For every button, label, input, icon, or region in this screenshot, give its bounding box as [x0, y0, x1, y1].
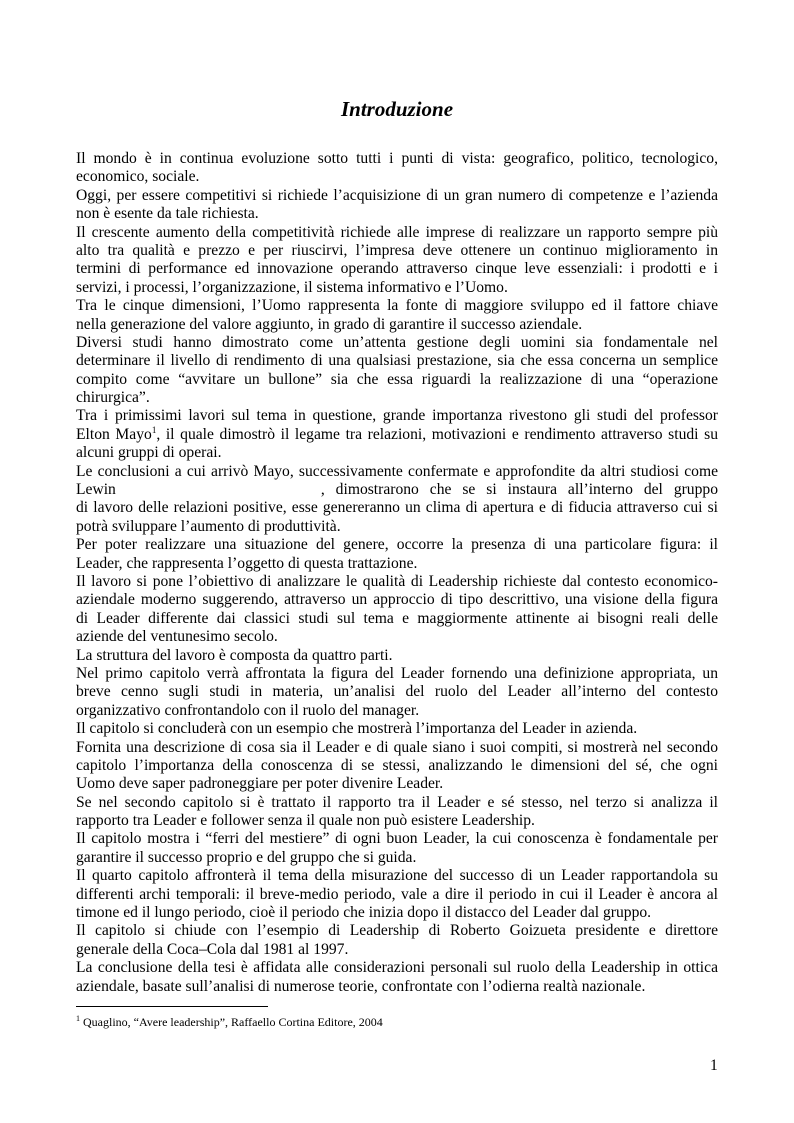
text-line: La conclusione della tesi è affidata alle considerazioni personali sul ruolo della Leadership in ottica	[76, 959, 718, 977]
paragraph	[76, 720, 718, 738]
text-segment: , il quale dimostrò il legame tra relazioni, motivazioni e rendimento attraverso studi su	[156, 425, 718, 443]
footnote-reference[interactable]: 1	[151, 424, 157, 435]
paragraph	[76, 665, 718, 720]
text-line: generale della Coca–Cola dal 1981 al 1997.	[76, 940, 349, 958]
text-segment: , dimostrarono che se si instaura all’interno del gruppo	[320, 481, 718, 499]
paragraph	[76, 573, 718, 647]
paragraph	[76, 830, 718, 867]
text-line: Tra le cinque dimensioni, l’Uomo rappresenta la fonte di maggiore sviluppo ed il fattore chiave	[76, 297, 718, 315]
text-line: Nel primo capitolo verrà affrontata la figura del Leader fornendo una definizione appropriata, un	[76, 664, 718, 682]
text-line: Le conclusioni a cui arrivò Mayo, successivamente confermate e approfondite da altri studiosi come	[76, 462, 718, 480]
text-line: di lavoro delle relazioni positive, esse genereranno un clima di apertura e di fiducia attraverso cui si	[76, 499, 718, 517]
text-line: compito come “avvitare un bullone” sia che essa riguardi la realizzazione di una “operazione	[76, 370, 718, 388]
text-line: aziende del ventunesimo secolo.	[76, 628, 278, 646]
text-line: Tra i primissimi lavori sul tema in questione, grande importanza rivestono gli studi del professor	[76, 407, 718, 425]
text-line: breve cenno sugli studi in materia, un’analisi del ruolo del Leader all’interno del contesto	[76, 683, 718, 701]
footnote-separator	[76, 1006, 268, 1007]
text-line	[76, 481, 718, 499]
text-line: Leader, che rappresenta l’oggetto di questa trattazione.	[76, 554, 418, 572]
text-line: alcuni gruppi di operai.	[76, 444, 222, 462]
page-title: Introduzione	[340, 97, 454, 121]
text-line: Uomo deve saper padroneggiare per poter divenire Leader.	[76, 775, 444, 793]
text-line: Per poter realizzare una situazione del genere, occorre la presenza di una particolare figura: il	[76, 536, 718, 554]
text-line: potrà sviluppare l’aumento di produttività.	[76, 517, 341, 535]
text-line	[76, 426, 718, 444]
text-line: aziendale moderno suggerendo, attraverso un approccio di tipo descrittivo, una visione della figura	[76, 591, 718, 609]
text-line: Il capitolo si chiude con l’esempio di Leadership di Roberto Goizueta presidente e direttore	[76, 922, 718, 940]
text-line: Il lavoro si pone l’obiettivo di analizzare le qualità di Leadership richieste dal contesto economico-	[76, 572, 718, 590]
body-text	[76, 150, 718, 996]
footnote-marker: 1	[76, 1014, 80, 1023]
paragraph	[76, 224, 718, 298]
paragraph	[76, 867, 718, 922]
text-line: Il mondo è in continua evoluzione sotto tutti i punti di vista: geografico, politico, tecnologico,	[76, 150, 718, 167]
text-line: Il capitolo mostra i “ferri del mestiere” di ogni buon Leader, la cui conoscenza è fondamentale per	[76, 830, 718, 848]
text-line: nella generazione del valore aggiunto, in grado di garantire il successo aziendale.	[76, 315, 583, 333]
paragraph	[76, 187, 718, 224]
text-line: alto tra qualità e prezzo e per riuscirvi, l’impresa deve ottenere un continuo miglioramento in	[76, 241, 718, 259]
text-line: servizi, i processi, l’organizzazione, il sistema informativo e l’Uomo.	[76, 278, 508, 296]
text-line: Il capitolo si concluderà con un esempio che mostrerà l’importanza del Leader in azienda.	[76, 720, 638, 738]
paragraph	[76, 739, 718, 794]
paragraph	[76, 959, 718, 996]
text-line: termini di performance ed innovazione operando attraverso cinque leve essenziali: i prodotti e i	[76, 260, 718, 278]
paragraph	[76, 334, 718, 408]
text-line: determinare il livello di rendimento di una qualsiasi prestazione, sia che essa concerna un semplice	[76, 352, 718, 370]
page-number: 1	[710, 1057, 718, 1074]
footnote	[76, 1015, 383, 1030]
text-segment: Lewin	[76, 481, 116, 499]
text-line: La struttura del lavoro è composta da quattro parti.	[76, 646, 393, 664]
paragraph	[76, 922, 718, 959]
paragraph	[76, 794, 718, 831]
text-line: rapporto tra Leader e follower senza il quale non può esistere Leadership.	[76, 812, 535, 830]
text-line: non è esente da tale richiesta.	[76, 205, 259, 223]
text-line: Diversi studi hanno dimostrato come un’attenta gestione degli uomini sia fondamentale nel	[76, 333, 718, 351]
paragraph	[76, 647, 718, 665]
paragraph	[76, 297, 718, 334]
text-line: garantire il successo proprio e del gruppo che si guida.	[76, 848, 417, 866]
text-line: aziendale, basate sull’analisi di numerose teorie, confrontate con l’odierna realtà nazionale.	[76, 977, 646, 995]
paragraph	[76, 463, 718, 537]
text-line: Il quarto capitolo affronterà il tema della misurazione del successo di un Leader rapportandola su	[76, 867, 718, 885]
text-line: Il crescente aumento della competitività richiede alle imprese di realizzare un rapporto sempre più	[76, 223, 718, 241]
text-line: Oggi, per essere competitivi si richiede l’acquisizione di un gran numero di competenze e l’azienda	[76, 186, 718, 204]
text-line: Se nel secondo capitolo si è trattato il rapporto tra il Leader e sé stesso, nel terzo si analizza il	[76, 793, 718, 811]
paragraph	[76, 150, 718, 187]
text-line: timone ed il lungo periodo, cioè il periodo che inizia dopo il distacco del Leader dal gruppo.	[76, 904, 652, 922]
text-line: chirurgica”.	[76, 389, 150, 407]
text-line: differenti archi temporali: il breve-medio periodo, vale a dire il periodo in cui il Leader è ancora al	[76, 885, 718, 903]
text-line: Fornita una descrizione di cosa sia il Leader e di quale siano i suoi compiti, si mostrerà nel secondo	[76, 738, 718, 756]
paragraph	[76, 407, 718, 462]
text-segment: Elton Mayo	[76, 425, 152, 443]
footnote-text: Quaglino, “Avere leadership”, Raffaello Cortina Editore, 2004	[80, 1015, 383, 1029]
text-line: organizzativo confrontandolo con il ruolo del manager.	[76, 701, 420, 719]
text-line: capitolo l’importanza della conoscenza di se stessi, analizzando le dimensioni del sé, che ogni	[76, 756, 718, 774]
text-line: economico, sociale.	[76, 168, 200, 186]
paragraph	[76, 536, 718, 573]
text-line: di Leader differente dai classici studi sul tema e maggiormente attinente ai bisogni reali delle	[76, 609, 718, 627]
